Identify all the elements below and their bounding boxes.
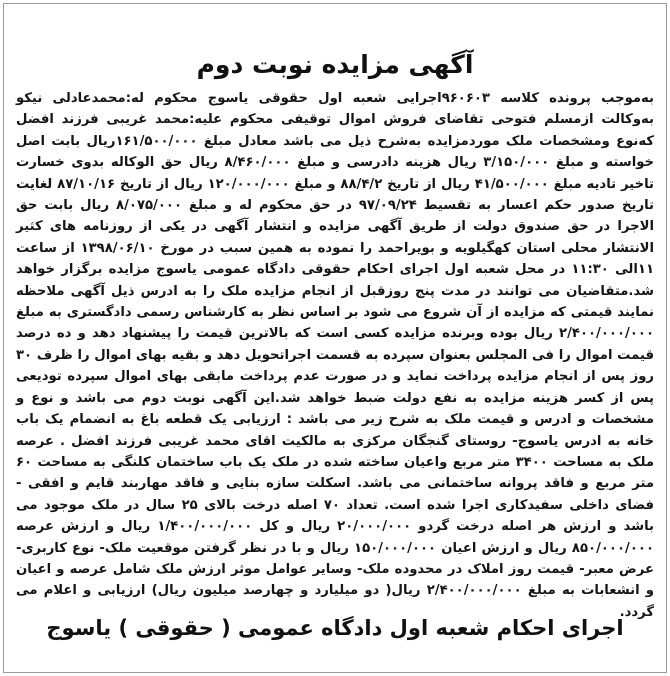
notice-body: به‌موجب پرونده کلاسه ۹۶۰۶۰۳اجرایی شعبه اول حقوقی یاسوج محکوم له:محمدعادلی نیکو به‌وکالت ازمسلم فتوحی تقاضای فروش اموال توقیفی محکوم علیه:محمد غریبی فرزند افضل که‌نوع ومشخصات ملک موردمزایده به‌شرح ذیل می باشد معادل مبلغ ۱۶۱/۵۰۰/۰۰۰ریال بابت اصل خواسته و مبلغ ۳/۱۵۰/۰۰۰ ریال هزینه دادرسی و مبلغ ۸/۴۶۰/۰۰۰ ریال حق الوکاله بدوی خسارت تاخیر تادیه مبلغ ۴۱/۵۰۰/۰۰۰ ریال از تاریخ ۸۸/۴/۲ و مبلغ ۱۲۰/۰۰۰/۰۰۰ ریال از تاریخ ۸۷/۱۰/۱۶ لغایت تاریخ صدور حکم اعسار به تقسیط ۹۷/۰۹/۲۴ در حق محکوم له و مبلغ ۸/۰۷۵/۰۰۰ ریال بابت حق الاجرا در حق صندوق دولت از طریق آگهی مزایده و انتشار آگهی در یکی از روزنامه های کثیر الانتشار محلی استان کهگیلویه و بویراحمد را نموده به همین سبب در مورخ ۱۳۹۸/۰۶/۱۰ از ساعت ۱۱الی ۱۱:۳۰ در محل شعبه اول اجرای احکام حقوقی دادگاه عمومی یاسوج مزایده برگزار خواهد شد.متقاضیان می توانند در مدت پنج روزقبل از انجام مزایده ملک را به ادرس ذیل آگهی ملاحظه نمایند قیمتی که مزایده از آن شروع می شود بر اساس نظر به کارشناس رسمی دادگستری به مبلغ ۲/۴۰۰/۰۰۰/۰۰۰ ریال بوده وبرنده مزایده کسی است که بالاترین قیمت را پیشنهاد دهد و ده درصد قیمت اموال را فی المجلس بعنوان سپرده به قسمت اجراتحویل دهد و بقیه بهای اموال را ظرف ۳۰ روز پس از انجام مزایده پرداخت نماید و در صورت عدم پرداخت مابقی بهای اموال سپرده تودیعی پس از کسر هزینه مزایده به نفع دولت ضبط خواهد شد.این آگهی نوبت دوم می باشد و نوع و مشخصات و ادرس و قیمت ملک به شرح زیر می باشد : ارزیابی یک قطعه باغ به انضمام یک باب خانه به ادرس یاسوج- روستای گنجگان مرکزی به مالکیت اقای محمد غریبی فرزند افضل . عرصه ملک به مساحت ۳۴۰۰ متر مربع واعیان ساخته شده در ملک یک باب ساختمان کلنگی به مساحت ۶۰ متر مربع و فاقد پروانه ساختمانی می باشد. اسکلت سازه بنایی و فاقد مهاربند قایم و افقی - فضای داخلی سفیدکاری اجرا شده است. تعداد ۷۰ اصله درخت بالای ۲۵ سال در ملک موجود می باشد و ارزش هر اصله درخت گردو ۲۰/۰۰۰/۰۰۰ ریال و کل ۱/۴۰۰/۰۰۰/۰۰۰ ریال و ارزش عرصه ۸۵۰/۰۰۰/۰۰۰ ریال و ارزش اعیان ۱۵۰/۰۰۰/۰۰۰ ریال و با در نظر گرفتن موقعیت ملک- نوع کاربری- عرض معبر- قیمت روز املاک در محدوده ملک- وسایر عوامل موثر ارزش ملک شامل عرصه و اعیان و انشعابات به مبلغ ۲/۴۰۰/۰۰۰/۰۰۰ ریال( دو میلیارد و چهارصد میلیون ریال) ارزیابی و اعلام می گردد. bbox=[16, 91, 655, 620]
notice-footer: اجرای احکام شعبه اول دادگاه عمومی ( حقوقی ) یاسوج bbox=[46, 616, 624, 640]
notice-title: آگهی مزایده نوبت دوم bbox=[196, 50, 474, 79]
